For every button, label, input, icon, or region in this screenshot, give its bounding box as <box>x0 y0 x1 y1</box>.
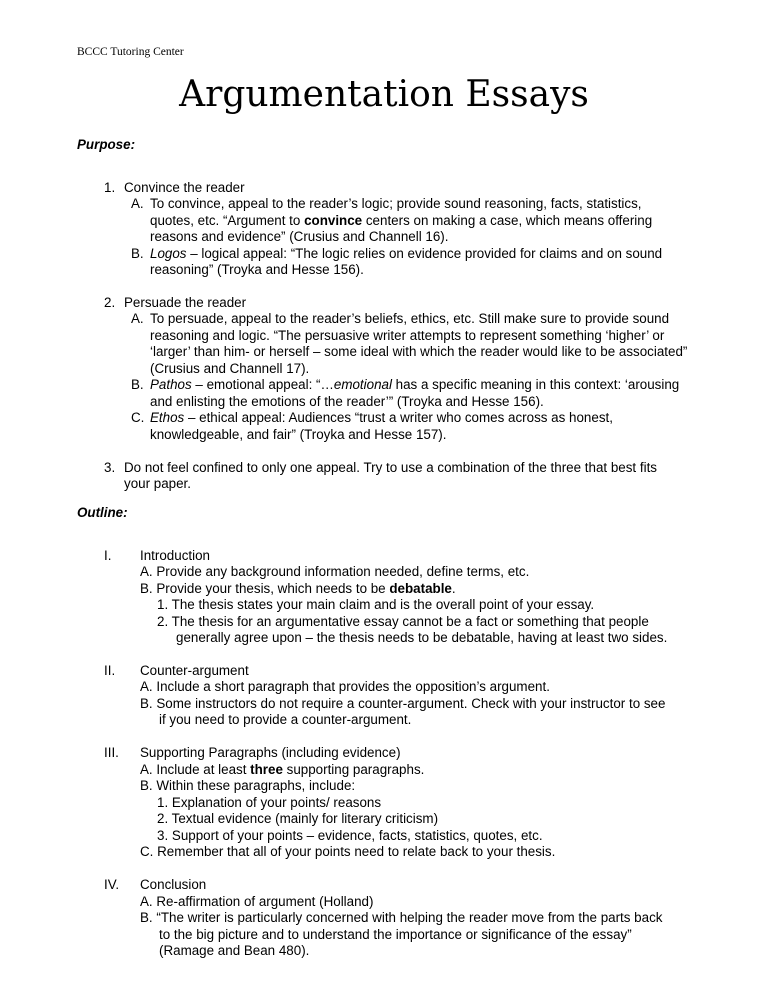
text-line: A. Provide any background information needed, define terms, etc. <box>140 564 530 579</box>
outline-title: Introduction <box>140 548 210 563</box>
text-line: B. Provide your thesis, which needs to be debatable. <box>140 581 456 596</box>
outline-numeral: III. <box>104 745 119 760</box>
text-line: knowledgeable, and fair” (Troyka and Hesse 157). <box>150 427 447 442</box>
text-line: to the big picture and to understand the importance or significance of the essay” <box>159 927 632 942</box>
emphasis-three: three <box>250 762 283 777</box>
text-line: Ethos – ethical appeal: Audiences “trust a writer who comes across as honest, <box>150 410 613 425</box>
text-line: and enlisting the emotions of the reader’” (Troyka and Hesse 156). <box>150 394 544 409</box>
page-header: BCCC Tutoring Center <box>77 46 184 58</box>
page-title: Argumentation Essays <box>179 74 589 115</box>
term-pathos: Pathos <box>150 377 192 392</box>
text-line: B. “The writer is particularly concerned with helping the reader move from the parts back <box>140 910 663 925</box>
sub-label: B. <box>131 246 144 261</box>
text-line: B. Within these paragraphs, include: <box>140 778 356 793</box>
text-line: (Ramage and Bean 480). <box>159 943 310 958</box>
sub-label: A. <box>131 311 144 326</box>
text-line: C. Remember that all of your points need to relate back to your thesis. <box>140 844 556 859</box>
outline-title: Conclusion <box>140 877 207 892</box>
text-line: ‘larger’ than him- or herself – some ideal with which the reader would like to be associated” <box>150 344 688 359</box>
text-line: Pathos – emotional appeal: “…emotional has a specific meaning in this context: ‘arousing <box>150 377 680 392</box>
item-number: 2. <box>104 295 116 310</box>
text-line: 3. Support of your points – evidence, facts, statistics, quotes, etc. <box>157 828 543 843</box>
sub-label: B. <box>131 377 144 392</box>
sub-label: C. <box>131 410 145 425</box>
text-line: A. Include at least three supporting paragraphs. <box>140 762 425 777</box>
outline-title: Supporting Paragraphs (including evidence) <box>140 745 401 760</box>
text-line: 1. Explanation of your points/ reasons <box>157 795 382 810</box>
text-line: reasoning” (Troyka and Hesse 156). <box>150 262 364 277</box>
text-line: your paper. <box>124 476 191 491</box>
text-line: (Crusius and Channell 17). <box>150 361 310 376</box>
item-title: Persuade the reader <box>124 295 247 310</box>
text-line: 1. The thesis states your main claim and is the overall point of your essay. <box>157 597 595 612</box>
term-ethos: Ethos <box>150 410 185 425</box>
item-title: Convince the reader <box>124 180 245 195</box>
text-line: To convince, appeal to the reader’s logic; provide sound reasoning, facts, statistics, <box>150 196 642 211</box>
emphasis-convince: convince <box>304 213 363 228</box>
text-line: 2. The thesis for an argumentative essay cannot be a fact or something that people <box>157 614 649 629</box>
text-line: if you need to provide a counter-argument. <box>159 712 412 727</box>
item-number: 1. <box>104 180 116 195</box>
text-line: A. Include a short paragraph that provides the opposition’s argument. <box>140 679 550 694</box>
purpose-heading: Purpose: <box>77 137 136 152</box>
term-logos: Logos <box>150 246 187 261</box>
text-line: A. Re-affirmation of argument (Holland) <box>140 894 374 909</box>
text-line: Do not feel confined to only one appeal. Try to use a combination of the three that best fits <box>124 460 657 475</box>
emphasis-debatable: debatable <box>389 581 452 596</box>
text-line: reasoning and logic. “The persuasive writer attempts to represent something ‘higher’ or <box>150 328 665 343</box>
outline-heading: Outline: <box>77 505 128 520</box>
text-line: reasons and evidence” (Crusius and Channell 16). <box>150 229 449 244</box>
item-number: 3. <box>104 460 116 475</box>
term-emotional: emotional <box>333 377 392 392</box>
text-line: Logos – logical appeal: “The logic relies on evidence provided for claims and on sound <box>150 246 663 261</box>
text-line: quotes, etc. “Argument to convince centers on making a case, which means offering <box>150 213 653 228</box>
outline-numeral: IV. <box>104 877 120 892</box>
text-line: 2. Textual evidence (mainly for literary criticism) <box>157 811 439 826</box>
outline-numeral: I. <box>104 548 112 563</box>
sub-label: A. <box>131 196 144 211</box>
outline-title: Counter-argument <box>140 663 249 678</box>
outline-numeral: II. <box>104 663 116 678</box>
text-line: To persuade, appeal to the reader’s beliefs, ethics, etc. Still make sure to provide sound <box>150 311 670 326</box>
text-line: generally agree upon – the thesis needs to be debatable, having at least two sides. <box>176 630 668 645</box>
text-line: B. Some instructors do not require a counter-argument. Check with your instructor to see <box>140 696 666 711</box>
